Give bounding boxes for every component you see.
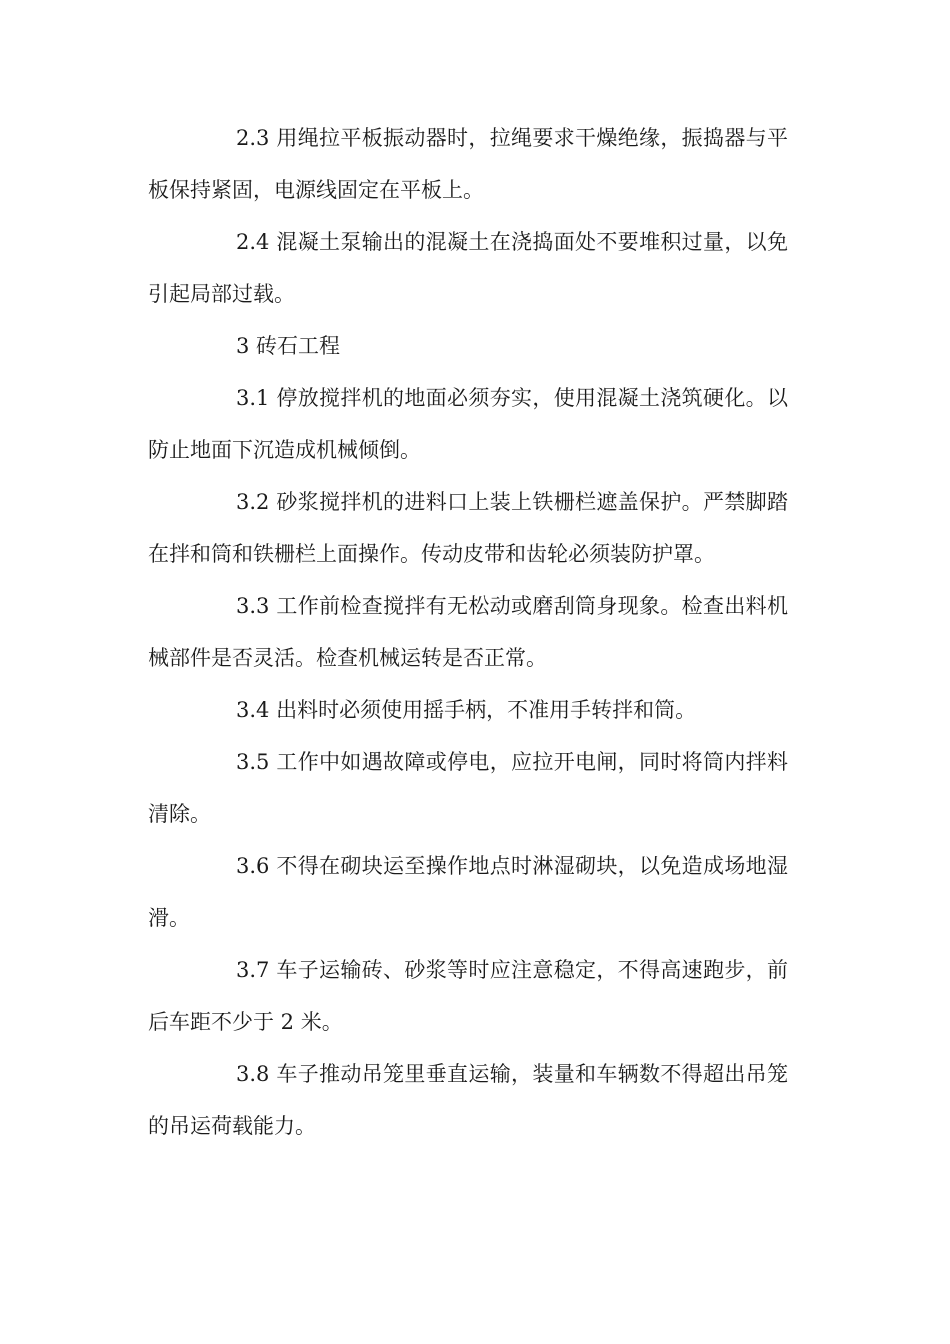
paragraph-3-3: 3.3 工作前检查搅拌有无松动或磨刮筒身现象。检查出料机械部件是否灵活。检查机械运转是否正常。 bbox=[148, 594, 788, 670]
paragraph-2-3: 2.3 用绳拉平板振动器时，拉绳要求干燥绝缘，振捣器与平板保持紧固，电源线固定在平板上。 bbox=[148, 126, 788, 202]
document-body bbox=[148, 112, 788, 1152]
paragraph-3-7: 3.7 车子运输砖、砂浆等时应注意稳定，不得高速跑步，前后车距不少于 2 米。 bbox=[148, 958, 788, 1034]
paragraph-3-8: 3.8 车子推动吊笼里垂直运输，装量和车辆数不得超出吊笼的吊运荷载能力。 bbox=[148, 1062, 788, 1138]
paragraph-3-1: 3.1 停放搅拌机的地面必须夯实，使用混凝土浇筑硬化。以防止地面下沉造成机械倾倒。 bbox=[148, 386, 788, 462]
paragraph-3-2: 3.2 砂浆搅拌机的进料口上装上铁栅栏遮盖保护。严禁脚踏在拌和筒和铁栅栏上面操作。传动皮带和齿轮必须装防护罩。 bbox=[148, 490, 788, 566]
paragraph-3-4: 3.4 出料时必须使用摇手柄，不准用手转拌和筒。 bbox=[236, 698, 697, 722]
paragraph-3-5: 3.5 工作中如遇故障或停电，应拉开电闸，同时将筒内拌料清除。 bbox=[148, 750, 788, 826]
paragraph-3-6: 3.6 不得在砌块运至操作地点时淋湿砌块，以免造成场地湿滑。 bbox=[148, 854, 788, 930]
section-heading-3: 3 砖石工程 bbox=[236, 334, 341, 358]
paragraph-2-4: 2.4 混凝土泵输出的混凝土在浇捣面处不要堆积过量，以免引起局部过载。 bbox=[148, 230, 788, 306]
